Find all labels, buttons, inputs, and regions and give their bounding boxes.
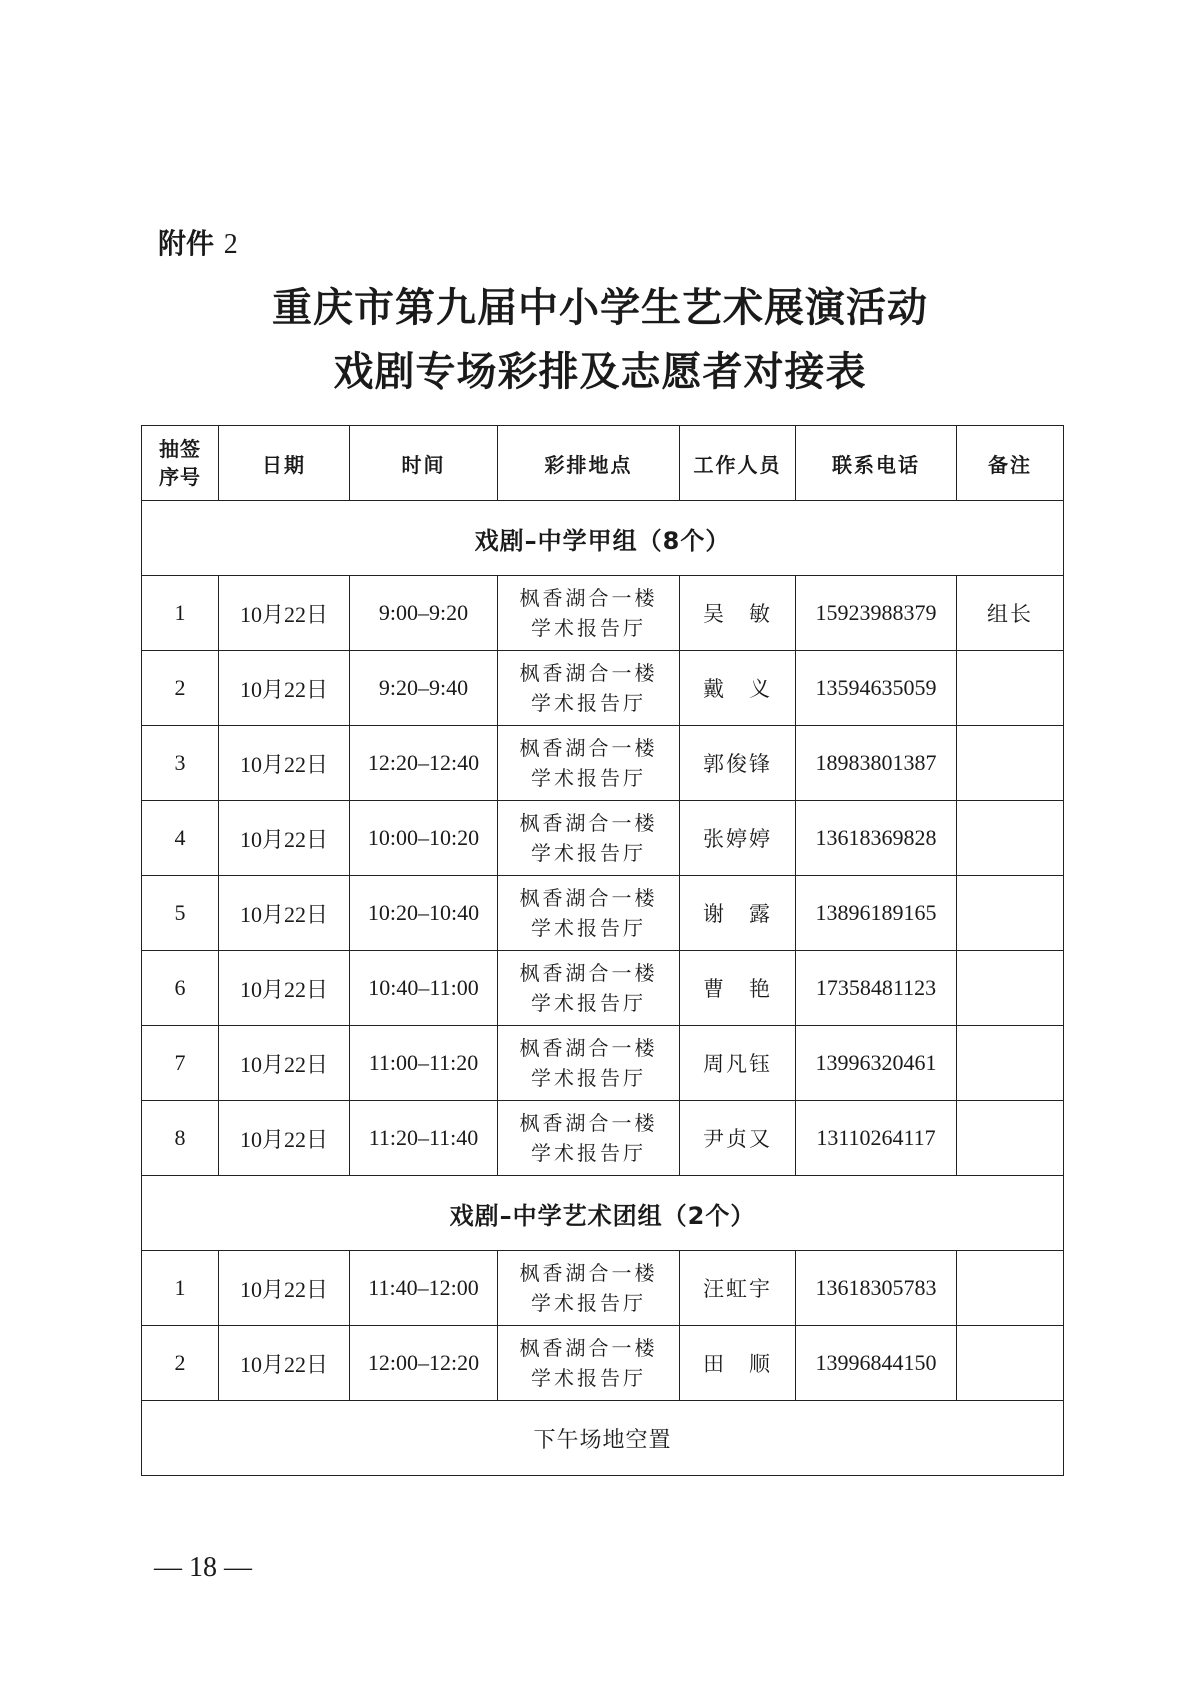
cell-draw-number: 1 [142, 576, 219, 651]
cell-time: 11:20–11:40 [350, 1101, 498, 1176]
venue-line-1: 枫香湖合一楼 [519, 1336, 658, 1360]
cell-draw-number: 2 [142, 1326, 219, 1401]
cell-date: 10月22日 [219, 951, 350, 1026]
cell-date: 10月22日 [219, 876, 350, 951]
attachment-label [158, 222, 238, 262]
venue-line-2: 学术报告厅 [531, 1141, 646, 1165]
cell-draw-number: 8 [142, 1101, 219, 1176]
cell-time: 10:00–10:20 [350, 801, 498, 876]
group-row [142, 1176, 1064, 1251]
footer-note-row [142, 1401, 1064, 1476]
cell-remarks [957, 1101, 1064, 1176]
header-time: 时间 [350, 426, 498, 501]
venue-line-2: 学术报告厅 [531, 1066, 646, 1090]
cell-remarks [957, 1026, 1064, 1101]
table-header-row [142, 426, 1064, 501]
cell-date: 10月22日 [219, 1101, 350, 1176]
cell-remarks [957, 801, 1064, 876]
cell-remarks: 组长 [957, 576, 1064, 651]
attachment-number: 2 [223, 229, 238, 260]
cell-draw-number: 2 [142, 651, 219, 726]
header-draw-number-line-2: 序号 [159, 465, 201, 489]
cell-remarks [957, 876, 1064, 951]
cell-venue [498, 801, 680, 876]
cell-venue [498, 1026, 680, 1101]
cell-staff: 吴 敏 [680, 576, 796, 651]
cell-remarks [957, 1251, 1064, 1326]
cell-phone: 13996844150 [796, 1326, 957, 1401]
cell-phone: 17358481123 [796, 951, 957, 1026]
cell-time: 9:20–9:40 [350, 651, 498, 726]
table-row [142, 576, 1064, 651]
cell-phone: 18983801387 [796, 726, 957, 801]
cell-date: 10月22日 [219, 1326, 350, 1401]
cell-staff: 汪虹宇 [680, 1251, 796, 1326]
cell-staff: 田 顺 [680, 1326, 796, 1401]
cell-phone: 13594635059 [796, 651, 957, 726]
cell-date: 10月22日 [219, 651, 350, 726]
venue-line-2: 学术报告厅 [531, 1291, 646, 1315]
header-draw-number [142, 426, 219, 501]
group-title: 戏剧–中学艺术团组（2个） [142, 1176, 1064, 1251]
group-row [142, 501, 1064, 576]
header-venue: 彩排地点 [498, 426, 680, 501]
cell-time: 10:40–11:00 [350, 951, 498, 1026]
footer-note: 下午场地空置 [142, 1401, 1064, 1476]
cell-date: 10月22日 [219, 801, 350, 876]
document-title-line-1: 重庆市第九届中小学生艺术展演活动 [272, 284, 928, 331]
venue-line-2: 学术报告厅 [531, 1366, 646, 1390]
attachment-word: 附件 [158, 227, 215, 260]
cell-remarks [957, 726, 1064, 801]
cell-time: 12:00–12:20 [350, 1326, 498, 1401]
venue-line-1: 枫香湖合一楼 [519, 1036, 658, 1060]
venue-line-1: 枫香湖合一楼 [519, 736, 658, 760]
cell-time: 10:20–10:40 [350, 876, 498, 951]
cell-remarks [957, 651, 1064, 726]
cell-phone: 13896189165 [796, 876, 957, 951]
table-body [142, 501, 1064, 1476]
cell-venue [498, 651, 680, 726]
group-title: 戏剧–中学甲组（8个） [142, 501, 1064, 576]
venue-line-2: 学术报告厅 [531, 841, 646, 865]
cell-draw-number: 5 [142, 876, 219, 951]
page-number: — 18 — [154, 1552, 252, 1583]
venue-line-1: 枫香湖合一楼 [519, 1111, 658, 1135]
venue-line-2: 学术报告厅 [531, 766, 646, 790]
venue-line-1: 枫香湖合一楼 [519, 886, 658, 910]
cell-draw-number: 7 [142, 1026, 219, 1101]
table-row [142, 1326, 1064, 1401]
venue-line-1: 枫香湖合一楼 [519, 586, 658, 610]
table-row [142, 1026, 1064, 1101]
cell-date: 10月22日 [219, 576, 350, 651]
cell-staff: 曹 艳 [680, 951, 796, 1026]
cell-remarks [957, 951, 1064, 1026]
cell-venue [498, 726, 680, 801]
cell-date: 10月22日 [219, 1026, 350, 1101]
cell-staff: 张婷婷 [680, 801, 796, 876]
venue-line-1: 枫香湖合一楼 [519, 811, 658, 835]
cell-time: 11:00–11:20 [350, 1026, 498, 1101]
header-draw-number-line-1: 抽签 [159, 437, 201, 461]
cell-venue [498, 1101, 680, 1176]
cell-venue [498, 876, 680, 951]
cell-venue [498, 1251, 680, 1326]
header-remarks: 备注 [957, 426, 1064, 501]
venue-line-2: 学术报告厅 [531, 916, 646, 940]
cell-draw-number: 3 [142, 726, 219, 801]
cell-staff: 谢 露 [680, 876, 796, 951]
cell-draw-number: 1 [142, 1251, 219, 1326]
cell-staff: 郭俊锋 [680, 726, 796, 801]
venue-line-1: 枫香湖合一楼 [519, 661, 658, 685]
venue-line-2: 学术报告厅 [531, 991, 646, 1015]
header-phone: 联系电话 [796, 426, 957, 501]
cell-date: 10月22日 [219, 1251, 350, 1326]
cell-phone: 13618369828 [796, 801, 957, 876]
cell-staff: 尹贞又 [680, 1101, 796, 1176]
cell-venue [498, 951, 680, 1026]
cell-phone: 13110264117 [796, 1101, 957, 1176]
cell-venue [498, 576, 680, 651]
table-row [142, 876, 1064, 951]
table-row [142, 951, 1064, 1026]
venue-line-2: 学术报告厅 [531, 691, 646, 715]
schedule-table [141, 425, 1064, 1476]
table-row [142, 801, 1064, 876]
cell-date: 10月22日 [219, 726, 350, 801]
venue-line-1: 枫香湖合一楼 [519, 961, 658, 985]
cell-draw-number: 6 [142, 951, 219, 1026]
header-date: 日期 [219, 426, 350, 501]
cell-phone: 13618305783 [796, 1251, 957, 1326]
cell-time: 9:00–9:20 [350, 576, 498, 651]
table-row [142, 1251, 1064, 1326]
header-staff: 工作人员 [680, 426, 796, 501]
table-row [142, 651, 1064, 726]
table-row [142, 1101, 1064, 1176]
cell-staff: 戴 义 [680, 651, 796, 726]
document-title-line-2: 戏剧专场彩排及志愿者对接表 [333, 348, 867, 395]
cell-draw-number: 4 [142, 801, 219, 876]
cell-phone: 15923988379 [796, 576, 957, 651]
cell-remarks [957, 1326, 1064, 1401]
cell-time: 12:20–12:40 [350, 726, 498, 801]
cell-venue [498, 1326, 680, 1401]
venue-line-1: 枫香湖合一楼 [519, 1261, 658, 1285]
cell-phone: 13996320461 [796, 1026, 957, 1101]
cell-time: 11:40–12:00 [350, 1251, 498, 1326]
table-row [142, 726, 1064, 801]
venue-line-2: 学术报告厅 [531, 616, 646, 640]
cell-staff: 周凡钰 [680, 1026, 796, 1101]
